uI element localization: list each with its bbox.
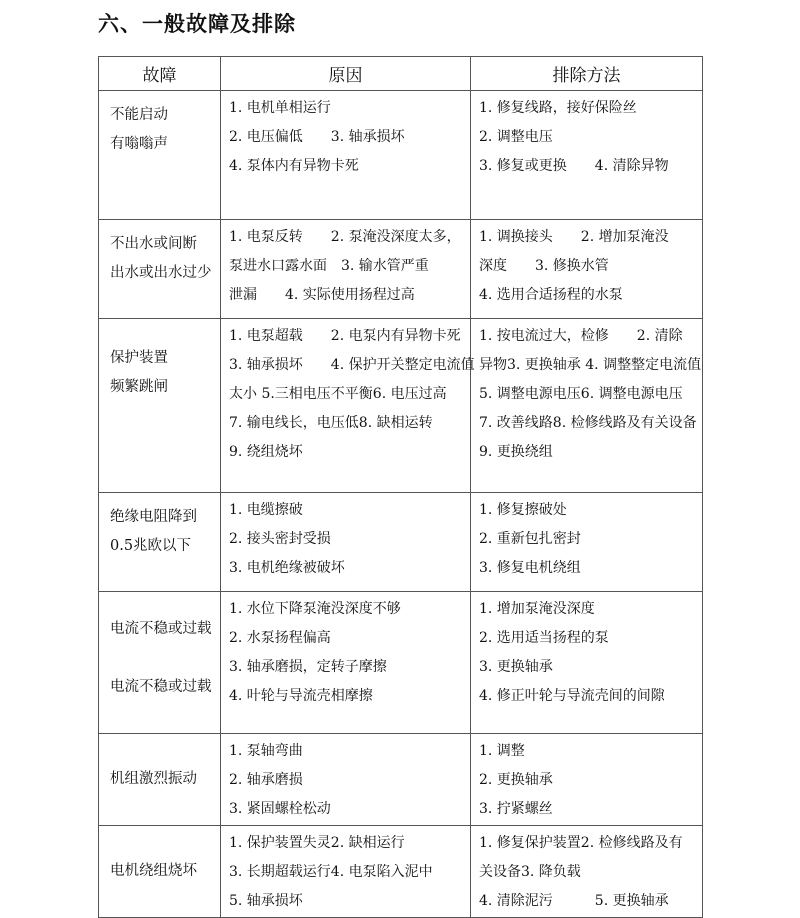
remedy-line: 3. 拧紧螺丝 [479,801,553,817]
cause-cell [221,493,471,592]
remedy-line: 7. 改善线路8. 检修线路及有关设备 [479,415,697,431]
remedy-line: 2. 重新包扎密封 [479,531,581,547]
fault-table [98,56,703,918]
remedy-cell [471,319,703,493]
remedy-cell [471,91,703,220]
cause-cell [221,220,471,319]
header-fault: 故障 [99,57,221,91]
fault-text: 不能启动 [110,107,168,123]
cause-line: 4. 叶轮与导流壳相摩擦 [229,688,373,704]
cause-line: 2. 轴承磨损 [229,772,303,788]
fault-text: 0.5兆欧以下 [110,538,192,554]
remedy-line: 3. 更换轴承 [479,659,553,675]
table-row [99,319,703,493]
header-cause: 原因 [221,57,471,91]
fault-text: 保护装置 [110,350,168,366]
cause-line: 1. 电泵超载 2. 电泵内有异物卡死 [229,328,461,344]
cause-line: 3. 紧固螺栓松动 [229,801,331,817]
fault-cell [99,734,221,826]
cause-line: 1. 电机单相运行 [229,100,331,116]
cause-line: 9. 绕组烧坏 [229,444,303,460]
remedy-line: 1. 修复擦破处 [479,502,567,518]
fault-text: 不出水或间断 [110,236,197,252]
fault-text: 绝缘电阻降到 [110,509,197,525]
cause-line: 3. 轴承磨损，定转子摩擦 [229,659,387,675]
fault-cell [99,826,221,918]
cause-line: 泵进水口露水面 3. 输水管严重 [229,258,429,274]
remedy-line: 1. 调整 [479,743,525,759]
remedy-line: 深度 3. 修换水管 [479,258,609,274]
remedy-line: 4. 清除泥污 5. 更换轴承 [479,893,669,909]
cause-line: 2. 水泵扬程偏高 [229,630,331,646]
cause-line: 1. 泵轴弯曲 [229,743,303,759]
fault-text: 电流不稳或过载 [110,679,212,695]
fault-cell [99,493,221,592]
cause-cell [221,91,471,220]
table-row [99,91,703,220]
table-row [99,826,703,918]
fault-text: 机组激烈振动 [110,771,197,787]
cause-cell [221,592,471,734]
cause-line: 4. 泵体内有异物卡死 [229,158,359,174]
remedy-line: 关设备3. 降负载 [479,864,581,880]
remedy-line: 3. 修复或更换 4. 清除异物 [479,158,669,174]
fault-cell [99,319,221,493]
cause-cell [221,319,475,493]
remedy-line: 4. 修正叶轮与导流壳间的间隙 [479,688,665,704]
cause-line: 3. 轴承损坏 4. 保护开关整定电流值 [229,357,475,373]
remedy-line: 异物3. 更换轴承 4. 调整整定电流值 [479,357,702,373]
remedy-line: 2. 调整电压 [479,129,553,145]
remedy-cell [471,734,703,826]
cause-line: 1. 水位下降泵淹没深度不够 [229,601,401,617]
cause-cell [221,826,471,918]
table-row [99,220,703,319]
remedy-line: 1. 修复线路，接好保险丝 [479,100,637,116]
page-title: 六、一般故障及排除 [98,12,296,36]
cause-line: 太小 5.三相电压不平衡6. 电压过高 [229,386,447,402]
remedy-line: 9. 更换绕组 [479,444,553,460]
remedy-line: 4. 选用合适扬程的水泵 [479,287,623,303]
cause-line: 1. 保护装置失灵2. 缺相运行 [229,835,405,851]
fault-cell [99,592,221,734]
cause-line: 3. 长期超载运行4. 电泵陷入泥中 [229,864,433,880]
remedy-line: 5. 调整电源电压6. 调整电源电压 [479,386,683,402]
remedy-line: 2. 更换轴承 [479,772,553,788]
table-row [99,592,703,734]
remedy-line: 1. 增加泵淹没深度 [479,601,595,617]
table-header-row [99,57,703,91]
fault-text: 有嗡嗡声 [110,136,168,152]
cause-line: 7. 输电线长，电压低8. 缺相运转 [229,415,433,431]
fault-cell [99,220,221,319]
header-remedy: 排除方法 [471,57,703,91]
cause-line: 1. 电泵反转 2. 泵淹没深度太多， [229,229,461,245]
cause-line: 2. 电压偏低 3. 轴承损坏 [229,129,405,145]
remedy-line: 3. 修复电机绕组 [479,560,581,576]
remedy-line: 2. 选用适当扬程的泵 [479,630,609,646]
remedy-cell [471,493,703,592]
remedy-line: 1. 修复保护装置2. 检修线路及有 [479,835,683,851]
fault-text: 电流不稳或过载 [110,621,212,637]
cause-line: 泄漏 4. 实际使用扬程过高 [229,287,415,303]
fault-text: 出水或出水过少 [110,265,212,281]
fault-text: 电机绕组烧坏 [110,863,197,879]
fault-spacer [110,644,220,673]
remedy-line: 1. 调换接头 2. 增加泵淹没 [479,229,669,245]
cause-line: 5. 轴承损坏 [229,893,303,909]
cause-line: 2. 接头密封受损 [229,531,331,547]
remedy-cell [471,826,703,918]
cause-cell [221,734,471,826]
table-row [99,493,703,592]
remedy-line: 1. 按电流过大，检修 2. 清除 [479,328,683,344]
fault-cell [99,91,221,220]
cause-line: 1. 电缆擦破 [229,502,303,518]
table-row [99,734,703,826]
cause-line: 3. 电机绝缘被破坏 [229,560,345,576]
remedy-cell [471,220,703,319]
fault-text: 频繁跳闸 [110,379,168,395]
remedy-cell [471,592,703,734]
